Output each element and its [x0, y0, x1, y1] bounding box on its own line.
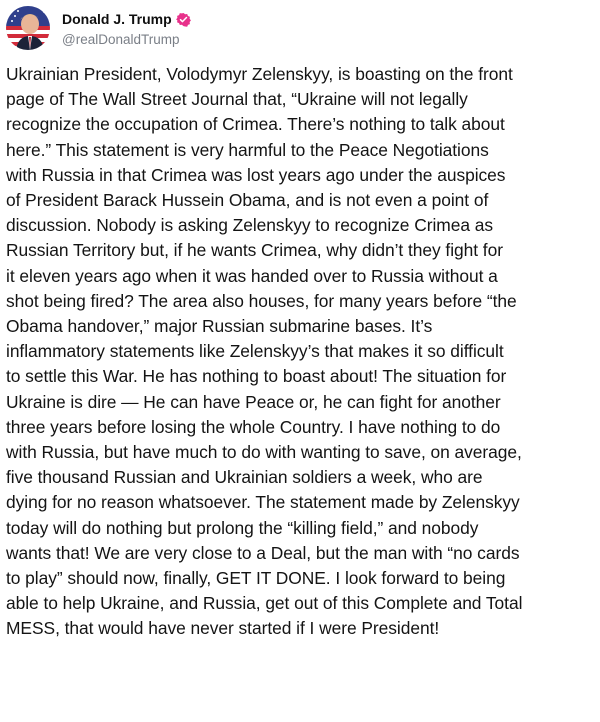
- avatar-image: [6, 6, 50, 50]
- post-body-text: Ukrainian President, Volodymyr Zelenskyy, is boasting on the front page of The Wall Street Journal that, “Ukraine will not legally recognize the occupation of Crimea. There’s nothing to talk about here.” This statement is very harmful to the Peace Negotiations with Russia in that Crimea was lost years ago under the auspices of President Barack Hussein Obama, and is not even a point of discussion. Nobody is asking Zelenskyy to recognize Crimea as Russian Territory but, if he wants Crimea, why didn’t they fight for it eleven years ago when it was handed over to Russia without a shot being fired? The area also houses, for many years before “the Obama handover,” major Russian submarine bases. It’s inflammatory statements like Zelenskyy’s that makes it so difficult to settle this War. He has nothing to boast about! The situation for Ukraine is dire — He can have Peace or, he can fight for another three years before losing the whole Country. I have nothing to do with Russia, but have much to do with wanting to save, on average, five thousand Russian and Ukrainian soldiers a week, who are dying for no reason whatsoever. The statement made by Zelenskyy today will do nothing but prolong the “killing field,” and nobody wants that! We are very close to a Deal, but the man with “no cards to play” should now, finally, GET IT DONE. I look forward to being able to help Ukraine, and Russia, get out of this Complete and Total MESS, that would have never started if I were President!: [6, 64, 523, 639]
- author-info: [62, 9, 191, 47]
- post-header: [6, 5, 191, 51]
- author-display-name[interactable]: Donald J. Trump: [62, 11, 172, 27]
- author-name-row: [62, 9, 191, 29]
- author-handle[interactable]: @realDonaldTrump: [62, 32, 180, 47]
- verified-badge-icon: [176, 12, 191, 27]
- avatar[interactable]: [6, 6, 50, 50]
